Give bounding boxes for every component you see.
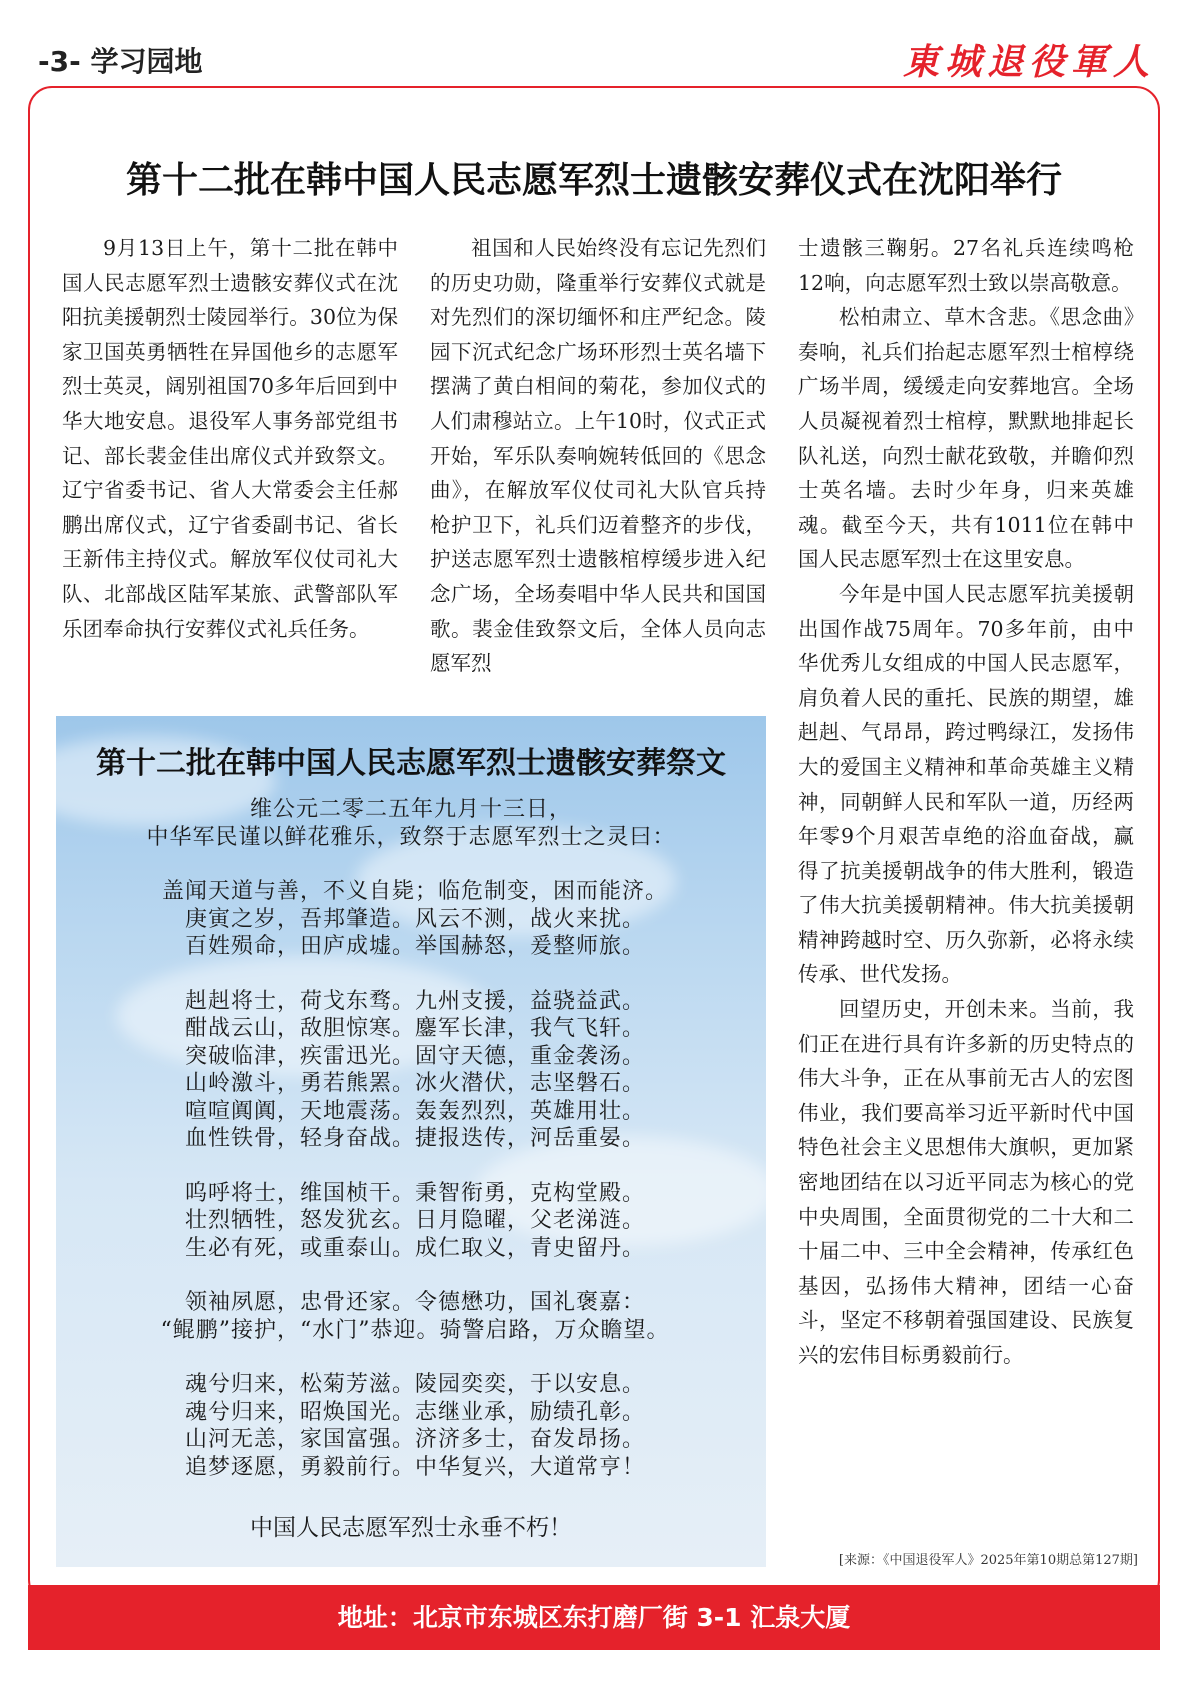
article-column-1: [62, 231, 398, 646]
source-citation: [来源：《中国退役军人》2025年第10期总第127期]: [838, 1553, 1138, 1568]
eulogy-intro-line: 维公元二零二五年九月十三日，: [249, 797, 572, 822]
eulogy-line: 山河无恙，家国富强。济济多士，奋发昂扬。: [184, 1427, 645, 1452]
eulogy-line: 魂兮归来，昭焕国光。志继业承，励绩孔彰。: [184, 1399, 645, 1425]
masthead-logo: 東城退役軍人: [902, 41, 1155, 83]
eulogy-title: 第十二批在韩中国人民志愿军烈士遗骸安葬祭文: [96, 746, 726, 781]
eulogy-line: 赳赳将士，荷戈东骛。九州支援，益骁益武。: [184, 988, 645, 1014]
article-paragraph: 回望历史，开创未来。当前，我们正在进行具有许多新的历史特点的伟大斗争，正在从事前无古人的宏图伟业，我们要高举习近平新时代中国特色社会主义思想伟大旗帜，更加紧密地团结在以习近平同志为核心的党中央周围，全面贯彻党的二十大和二十届二中、三中全会精神，传承红色基因，弘扬伟大精神，团结一心奋斗，坚定不移朝着强国建设、民族复兴的宏伟目标勇毅前行。: [798, 997, 1134, 1367]
eulogy-closing: 中国人民志愿军烈士永垂不朽！: [250, 1515, 572, 1541]
eulogy-line: 领袖夙愿，忠骨还家。令德懋功，国礼褒嘉：: [184, 1290, 645, 1315]
eulogy-stanza: [56, 988, 766, 1153]
article-paragraph: 9月13日上午，第十二批在韩中国人民志愿军烈士遗骸安葬仪式在沈阳抗美援朝烈士陵园举行。30位为保家卫国英勇牺牲在异国他乡的志愿军烈士英灵，阔别祖国70多年后回到中华大地安息。退役军人事务部党组书记、部长裴金佳出席仪式并致祭文。辽宁省委书记、省人大常委会主任郝鹏出席仪式，辽宁省委副书记、省长王新伟主持仪式。解放军仪仗司礼大队、北部战区陆军某旅、武警部队军乐团奉命执行安葬仪式礼兵任务。: [62, 236, 398, 641]
eulogy-line: 喧喧阗阗，天地震荡。轰轰烈烈，英雄用壮。: [184, 1098, 645, 1124]
article-column-2: [430, 231, 766, 681]
eulogy-intro: [56, 796, 766, 851]
article-paragraph: 今年是中国人民志愿军抗美援朝出国作战75周年。70多年前，由中华优秀儿女组成的中国人民志愿军，肩负着人民的重托、民族的期望，雄赳赳、气昂昂，跨过鸭绿江，发扬伟大的爱国主义精神和革命英雄主义精神，同朝鲜人民和军队一道，历经两年零9个月艰苦卓绝的浴血奋战，赢得了抗美援朝战争的伟大胜利，锻造了伟大抗美援朝精神。伟大抗美援朝精神跨越时空、历久弥新，必将永续传承、世代发扬。: [798, 581, 1134, 987]
eulogy-line: 血性铁骨，轻身奋战。捷报迭传，河岳重晏。: [184, 1126, 645, 1151]
article-paragraph: 士遗骸三鞠躬。27名礼兵连续鸣枪12响，向志愿军烈士致以崇高敬意。: [798, 236, 1134, 295]
article-column-3: [798, 231, 1134, 1373]
eulogy-line: 山岭激斗，勇若熊罴。冰火潜伏，志坚磐石。: [184, 1071, 645, 1096]
article-paragraph: 祖国和人民始终没有忘记先烈们的历史功勋，隆重举行安葬仪式就是对先烈们的深切缅怀和庄严纪念。陵园下沉式纪念广场环形烈士英名墙下摆满了黄白相间的菊花，参加仪式的人们肃穆站立。上午10时，仪式正式开始，军乐队奏响婉转低回的《思念曲》，在解放军仪仗司礼大队官兵持枪护卫下，礼兵们迈着整齐的步伐，护送志愿军烈士遗骸棺椁缓步进入纪念广场，全场奏唱中华人民共和国国歌。裴金佳致祭文后，全体人员向志愿军烈: [430, 236, 766, 676]
article-paragraph: 松柏肃立、草木含悲。《思念曲》奏响，礼兵们抬起志愿军烈士棺椁绕广场半周，缓缓走向安葬地宫。全场人员凝视着烈士棺椁，默默地排起长队礼送，向烈士献花致敬，并瞻仰烈士英名墙。去时少年身，归来英雄魂。截至今天，共有1011位在韩中国人民志愿军烈士在这里安息。: [798, 305, 1134, 572]
article-title: 第十二批在韩中国人民志愿军烈士遗骸安葬仪式在沈阳举行: [125, 160, 1062, 201]
eulogy-panel: [56, 716, 766, 1567]
eulogy-line: 庚寅之岁，吾邦肇造。风云不测，战火来扰。: [184, 906, 645, 932]
eulogy-stanza: [56, 1371, 766, 1481]
eulogy-line: 突破临津，疾雷迅光。固守天德，重金袭汤。: [184, 1043, 645, 1069]
eulogy-line: 追梦逐愿，勇毅前行。中华复兴，大道常亨！: [184, 1454, 645, 1480]
eulogy-line: 百姓殒命，田庐成墟。举国赫怒，爰整师旅。: [184, 934, 645, 959]
eulogy-line: 盖闻天道与善，不义自毙；临危制变，困而能济。: [161, 879, 668, 904]
eulogy-line: 壮烈牺牲，怒发犹玄。日月隐曜，父老涕涟。: [184, 1208, 645, 1233]
eulogy-line: 魂兮归来，松菊芳滋。陵园奕奕，于以安息。: [184, 1372, 645, 1397]
eulogy-stanza: [56, 1289, 766, 1344]
footer-address-bar: 地址：北京市东城区东打磨厂街 3-1 汇泉大厦: [28, 1585, 1160, 1650]
eulogy-stanza: [56, 1180, 766, 1263]
eulogy-intro-line: 中华军民谨以鲜花雅乐，致祭于志愿军烈士之灵曰：: [146, 824, 676, 850]
page-label: -3- 学习园地: [38, 45, 203, 78]
eulogy-stanza: [56, 878, 766, 961]
eulogy-line: 生必有死，或重泰山。成仁取义，青史留丹。: [184, 1235, 645, 1261]
eulogy-line: 酣战云山，敌胆惊寒。鏖军长津，我气飞轩。: [184, 1016, 645, 1041]
eulogy-line: “鲲鹏”接护，“水门”恭迎。骑警启路，万众瞻望。: [160, 1317, 670, 1343]
eulogy-line: 呜呼将士，维国桢干。秉智衔勇，克构堂殿。: [184, 1180, 645, 1206]
